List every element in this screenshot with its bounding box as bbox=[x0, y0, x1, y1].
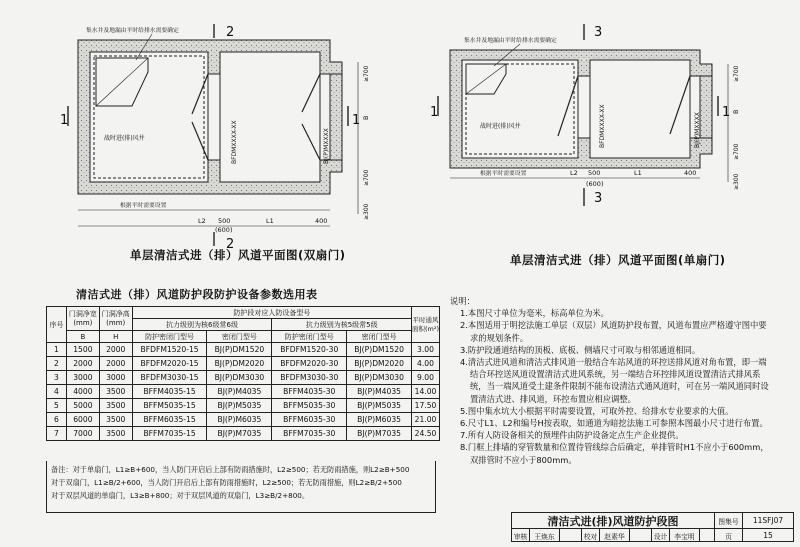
table-cell-area: 14.00 bbox=[412, 385, 440, 399]
table-remarks bbox=[46, 461, 436, 513]
table-title: 清洁式进（排）风道防护段防护设备参数选用表 bbox=[76, 288, 318, 301]
dim-300: ≥300 bbox=[363, 203, 370, 220]
note-line: 4.清洁式进风道和清洁式排风道一般结合车站风道的环控送排风道对角布置，即一端 bbox=[460, 357, 767, 368]
table-cell-no: 7 bbox=[47, 427, 67, 441]
design-label: 设计 bbox=[652, 529, 670, 542]
table-cell-fd6: BFFM7035-15 bbox=[132, 427, 207, 441]
dim-L2: L2 bbox=[570, 169, 578, 177]
table-cell-h: 3500 bbox=[99, 413, 132, 427]
drawing-title: 清洁式进(排)风道防护段图 bbox=[512, 513, 715, 529]
dim-700-top: ≥700 bbox=[363, 65, 370, 82]
equipment-parameter-table bbox=[46, 306, 440, 441]
table-cell-fd6: BFFM4035-15 bbox=[132, 385, 207, 399]
dim-400: 400 bbox=[684, 169, 697, 177]
sump-slope bbox=[96, 58, 148, 106]
reviewer-name: 王焕东 bbox=[530, 529, 560, 542]
table-cell-b: 2000 bbox=[66, 357, 99, 371]
plan-drawing-single-door bbox=[420, 14, 750, 214]
section-1-left: 1 bbox=[430, 105, 439, 120]
th-fd5: 防护密闭门型号 bbox=[272, 331, 347, 343]
remark-line-3: 对于双层风道的单扇门，L3≥B+800；对于双层风道的双扇门，L3≥B/2+800。 bbox=[51, 491, 310, 500]
sump-label: 集水井及地漏由平时给排水需要确定 bbox=[464, 38, 557, 44]
dim-B: B bbox=[732, 109, 740, 114]
set-number: 11SFJ07 bbox=[743, 513, 793, 529]
table-cell-no: 5 bbox=[47, 399, 67, 413]
checker-name: 赵素华 bbox=[600, 529, 630, 542]
page-number: 15 bbox=[763, 531, 773, 540]
table-cell-no: 6 bbox=[47, 413, 67, 427]
dim-500: 500 bbox=[588, 169, 601, 177]
section-3-top: 3 bbox=[594, 25, 603, 40]
table-cell-b: 6000 bbox=[66, 413, 99, 427]
table-cell-area: 21.00 bbox=[412, 413, 440, 427]
shaft-label: 战时进(排)风井 bbox=[104, 135, 145, 142]
designer-name: 李宝明 bbox=[670, 529, 700, 542]
table-cell-fd6: BFFM5035-15 bbox=[132, 399, 207, 413]
table-cell-md6: BJ(P)M7035 bbox=[207, 427, 272, 441]
plan-drawing-double-door bbox=[40, 14, 370, 254]
dim-400: 400 bbox=[315, 217, 328, 225]
section-1-right: 1 bbox=[722, 105, 731, 120]
table-cell-area: 17.50 bbox=[412, 399, 440, 413]
dim-L1: L1 bbox=[266, 217, 274, 225]
th-grade5: 抗力级别为核5级常5级 bbox=[272, 319, 412, 331]
table-cell-fd6: BFDFM2020-15 bbox=[132, 357, 207, 371]
table-row bbox=[47, 413, 440, 427]
dim-700-bottom: ≥700 bbox=[733, 143, 740, 160]
note-line: 2.本图适用于明挖法施工单层（双层）风道防护段布置，风道布置应严格遵守图中要 bbox=[460, 320, 767, 331]
table-cell-h: 3500 bbox=[99, 427, 132, 441]
table-cell-fd5: BFDFM2020-30 bbox=[272, 357, 347, 371]
table-cell-fd5: BFFM6035-30 bbox=[272, 413, 347, 427]
table-cell-no: 1 bbox=[47, 343, 67, 357]
table-cell-h: 2000 bbox=[99, 357, 132, 371]
general-notes bbox=[450, 295, 790, 466]
th-area: 平时通风面积(m²) bbox=[412, 307, 440, 343]
wall-pier bbox=[700, 76, 712, 138]
shaft-label: 战时进(排)风井 bbox=[480, 123, 521, 130]
th-equip: 防护段对应人防设备型号 bbox=[132, 307, 411, 319]
shaft-outline bbox=[466, 64, 574, 154]
dim-600: (600) bbox=[215, 226, 233, 234]
table-cell-b: 1500 bbox=[66, 343, 99, 357]
page-label: 页 bbox=[715, 529, 743, 542]
shaft-outline bbox=[94, 56, 204, 178]
section-2-top: 2 bbox=[226, 25, 235, 40]
reviewer-signature bbox=[560, 529, 582, 542]
th-B: B bbox=[66, 331, 99, 343]
table-cell-md5: BJ(P)M6035 bbox=[347, 413, 412, 427]
door1-label: BFDMXXXX-XX bbox=[599, 104, 606, 148]
table-cell-area: 24.50 bbox=[412, 427, 440, 441]
note-line: 置清洁式进、排风道，环控布置应相应调整。 bbox=[470, 393, 636, 404]
table-cell-b: 7000 bbox=[66, 427, 99, 441]
table-cell-fd5: BFFM5035-30 bbox=[272, 399, 347, 413]
table-cell-fd6: BFDFM1520-15 bbox=[132, 343, 207, 357]
note-line: 双排管时不应小于800mm。 bbox=[470, 454, 577, 465]
table-cell-md5: BJ(P)DM3030 bbox=[347, 371, 412, 385]
check-label: 校对 bbox=[582, 529, 600, 542]
review-label: 审核 bbox=[512, 529, 530, 542]
table-cell-area: 9.00 bbox=[412, 371, 440, 385]
table-cell-fd5: BFFM7035-30 bbox=[272, 427, 347, 441]
designer-signature bbox=[700, 529, 715, 542]
table-cell-md5: BJ(P)DM2020 bbox=[347, 357, 412, 371]
table-row bbox=[47, 357, 440, 371]
door2-label: BJ(P)MXXXX bbox=[323, 128, 330, 164]
table-cell-b: 3000 bbox=[66, 371, 99, 385]
table-cell-fd6: BFDFM3030-15 bbox=[132, 371, 207, 385]
dim-500: 500 bbox=[218, 217, 231, 225]
drawing2-caption: 单层清洁式进（排）风道平面图(单扇门) bbox=[510, 253, 726, 267]
th-md6: 密闭门型号 bbox=[207, 331, 272, 343]
remark-line-2: 对于双扇门，L1≥B/2+600，当人防门开启后上部有防雨措施时，L2≥500；若无防雨措施，则L2≥B/2+500 bbox=[51, 478, 402, 487]
dim-300: ≥300 bbox=[733, 173, 740, 190]
dim-L2: L2 bbox=[198, 217, 206, 225]
table-cell-md6: BJ(P)DM3030 bbox=[207, 371, 272, 385]
table-cell-h: 3500 bbox=[99, 385, 132, 399]
wall-gap bbox=[578, 76, 590, 138]
section-3-bottom: 3 bbox=[594, 191, 603, 206]
table-cell-no: 3 bbox=[47, 371, 67, 385]
th-no: 序号 bbox=[47, 307, 67, 343]
door2-label: BJ(P)MXXXX bbox=[694, 112, 701, 148]
table-cell-md5: BJ(P)DM1520 bbox=[347, 343, 412, 357]
sump-label: 集水井及地漏由平时给排水需要确定 bbox=[86, 28, 179, 34]
th-width: 门洞净宽 (mm) bbox=[66, 307, 99, 331]
remark-line-1: 备注：对于单扇门，L1≥B+600，当人防门开启后上部有防雨措施时，L2≥500；若无防雨措施，则L2≥B+500 bbox=[51, 465, 410, 474]
table-cell-md6: BJ(P)M6035 bbox=[207, 413, 272, 427]
note-line: 1.本图尺寸单位为毫米，标高单位为米。 bbox=[460, 308, 609, 319]
table-cell-area: 4.00 bbox=[412, 357, 440, 371]
table-cell-fd5: BFDFM1520-30 bbox=[272, 343, 347, 357]
dim-600: (600) bbox=[586, 180, 604, 188]
table-cell-h: 3500 bbox=[99, 399, 132, 413]
section-1-left: 1 bbox=[60, 113, 69, 128]
note-line: 7.所有人防设备相关的预埋件由防护设备定点生产企业提供。 bbox=[460, 430, 684, 441]
note-line: 8.门框上排墙的穿管数量和位置待管线综合后确定，单排管时H1不应小于600mm， bbox=[460, 442, 769, 453]
table-cell-area: 3.00 bbox=[412, 343, 440, 357]
table-cell-md5: BJ(P)M7035 bbox=[347, 427, 412, 441]
th-H: H bbox=[99, 331, 132, 343]
dim-length-label: 根据平时需要设置 bbox=[480, 171, 527, 177]
table-cell-fd6: BFFM6035-15 bbox=[132, 413, 207, 427]
checker-signature bbox=[630, 529, 652, 542]
table-cell-fd5: BFFM4035-30 bbox=[272, 385, 347, 399]
table-cell-md6: BJ(P)M5035 bbox=[207, 399, 272, 413]
th-grade6: 抗力级别为核6级常6级 bbox=[132, 319, 272, 331]
table-cell-h: 3000 bbox=[99, 371, 132, 385]
table-cell-md5: BJ(P)M4035 bbox=[347, 385, 412, 399]
dim-length-label: 根据平时需要设置 bbox=[120, 203, 167, 209]
section-1-right: 1 bbox=[352, 113, 361, 128]
table-cell-h: 2000 bbox=[99, 343, 132, 357]
table-cell-b: 4000 bbox=[66, 385, 99, 399]
set-label: 图集号 bbox=[715, 513, 743, 529]
door1-label: BFDMXXXX-XX bbox=[231, 120, 238, 164]
th-fd6: 防护密闭门型号 bbox=[132, 331, 207, 343]
note-line: 6.尺寸L1、L2和编号H按表取，如通道为暗挖法施工可参照本图最小尺寸进行布置。 bbox=[460, 418, 768, 429]
wall-gap bbox=[208, 74, 220, 160]
table-row bbox=[47, 399, 440, 413]
table-cell-fd5: BFDFM3030-30 bbox=[272, 371, 347, 385]
note-line: 求的规划条件。 bbox=[470, 332, 529, 343]
th-height: 门洞净高 (mm) bbox=[99, 307, 132, 331]
dim-700-bottom: ≥700 bbox=[363, 169, 370, 186]
wall-pier bbox=[330, 74, 342, 160]
title-block bbox=[511, 512, 794, 542]
table-row bbox=[47, 371, 440, 385]
table-cell-md5: BJ(P)M5035 bbox=[347, 399, 412, 413]
table-cell-no: 2 bbox=[47, 357, 67, 371]
drawing1-caption: 单层清洁式进（排）风道平面图(双扇门) bbox=[130, 248, 346, 262]
table-cell-md6: BJ(P)DM2020 bbox=[207, 357, 272, 371]
table-cell-b: 5000 bbox=[66, 399, 99, 413]
dim-L1: L1 bbox=[634, 169, 642, 177]
notes-title: 说明： bbox=[450, 296, 475, 306]
dim-700-top: ≥700 bbox=[733, 65, 740, 82]
th-md5: 密闭门型号 bbox=[347, 331, 412, 343]
table-row bbox=[47, 343, 440, 357]
table-cell-md6: BJ(P)M4035 bbox=[207, 385, 272, 399]
section-2-bottom: 2 bbox=[226, 237, 235, 252]
note-line: 统，当一端风道受土建条件限制不能布设清洁式通风道时，可在另一端风道同时设 bbox=[470, 381, 769, 392]
table-cell-md6: BJ(P)DM1520 bbox=[207, 343, 272, 357]
table-cell-no: 4 bbox=[47, 385, 67, 399]
table-row bbox=[47, 385, 440, 399]
table-row bbox=[47, 427, 440, 441]
note-line: 3.防护段通道结构的顶板、底板、侧墙尺寸可取与相邻通道相同。 bbox=[460, 344, 701, 355]
note-line: 结合环控送风道设置清洁式进风系统，另一端结合环控排风道设置清洁式排风系 bbox=[470, 369, 761, 380]
note-line: 5.图中集水坑大小根据平时需要设置，可取外控、给排水专业要求的大值。 bbox=[460, 405, 734, 416]
dim-B: B bbox=[362, 115, 370, 120]
